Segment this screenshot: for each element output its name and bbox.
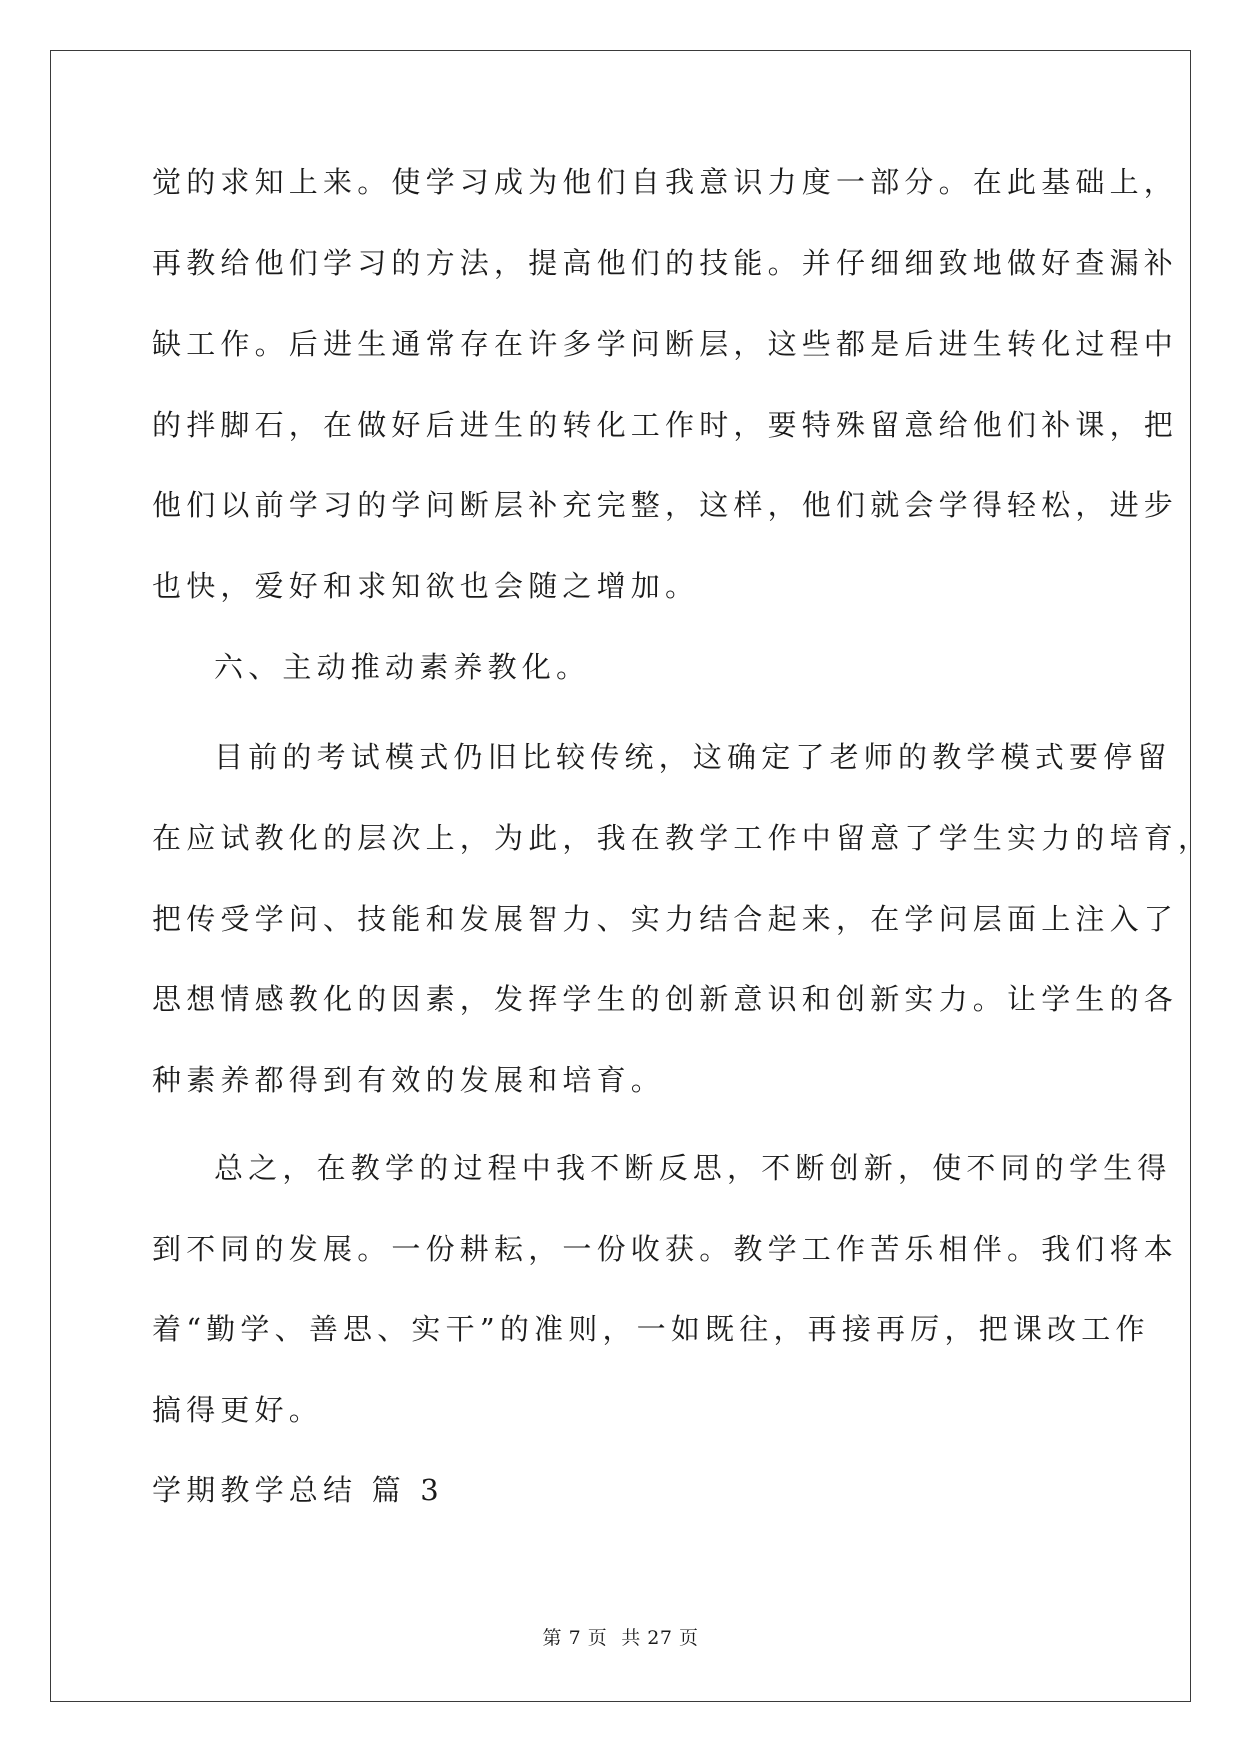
page-border (50, 50, 1191, 1702)
paragraph-line: 的拌脚石，在做好后进生的转化工作时，要特殊留意给他们补课，把 (152, 408, 1179, 442)
paragraph-line: 觉的求知上来。使学习成为他们自我意识力度一部分。在此基础上， (152, 165, 1179, 199)
paragraph-line: 目前的考试模式仍旧比较传统，这确定了老师的教学模式要停留 (214, 740, 1172, 774)
paragraph-line: 到不同的发展。一份耕耘，一份收获。教学工作苦乐相伴。我们将本 (152, 1232, 1179, 1266)
paragraph-line: 缺工作。后进生通常存在许多学问断层，这些都是后进生转化过程中 (152, 327, 1179, 361)
paragraph-line: 总之，在教学的过程中我不断反思，不断创新，使不同的学生得 (214, 1151, 1172, 1185)
total-pages: 共 27 页 (621, 1627, 699, 1649)
paragraph-line: 把传受学问、技能和发展智力、实力结合起来，在学问层面上注入了 (152, 902, 1179, 936)
paragraph-line: 也快，爱好和求知欲也会随之增加。 (152, 569, 700, 603)
paragraph-line: 搞得更好。 (152, 1393, 324, 1427)
section-title: 学期教学总结 篇 3 (152, 1473, 444, 1507)
paragraph-line: 思想情感教化的因素，发挥学生的创新意识和创新实力。让学生的各 (152, 982, 1179, 1016)
paragraph-line: 种素养都得到有效的发展和培育。 (152, 1063, 666, 1097)
paragraph-line: 在应试教化的层次上，为此，我在教学工作中留意了学生实力的培育， (152, 821, 1213, 855)
paragraph-line: 他们以前学习的学问断层补充完整，这样，他们就会学得轻松，进步 (152, 488, 1179, 522)
section-heading: 六、主动推动素养教化。 (214, 650, 591, 684)
paragraph-line: 着“勤学、善思、实干”的准则，一如既往，再接再厉，把课改工作 (152, 1312, 1150, 1346)
paragraph-line: 再教给他们学习的方法，提高他们的技能。并仔细细致地做好查漏补 (152, 246, 1179, 280)
page-number: 第 7 页 (542, 1627, 608, 1649)
page-footer (0, 1626, 1241, 1650)
